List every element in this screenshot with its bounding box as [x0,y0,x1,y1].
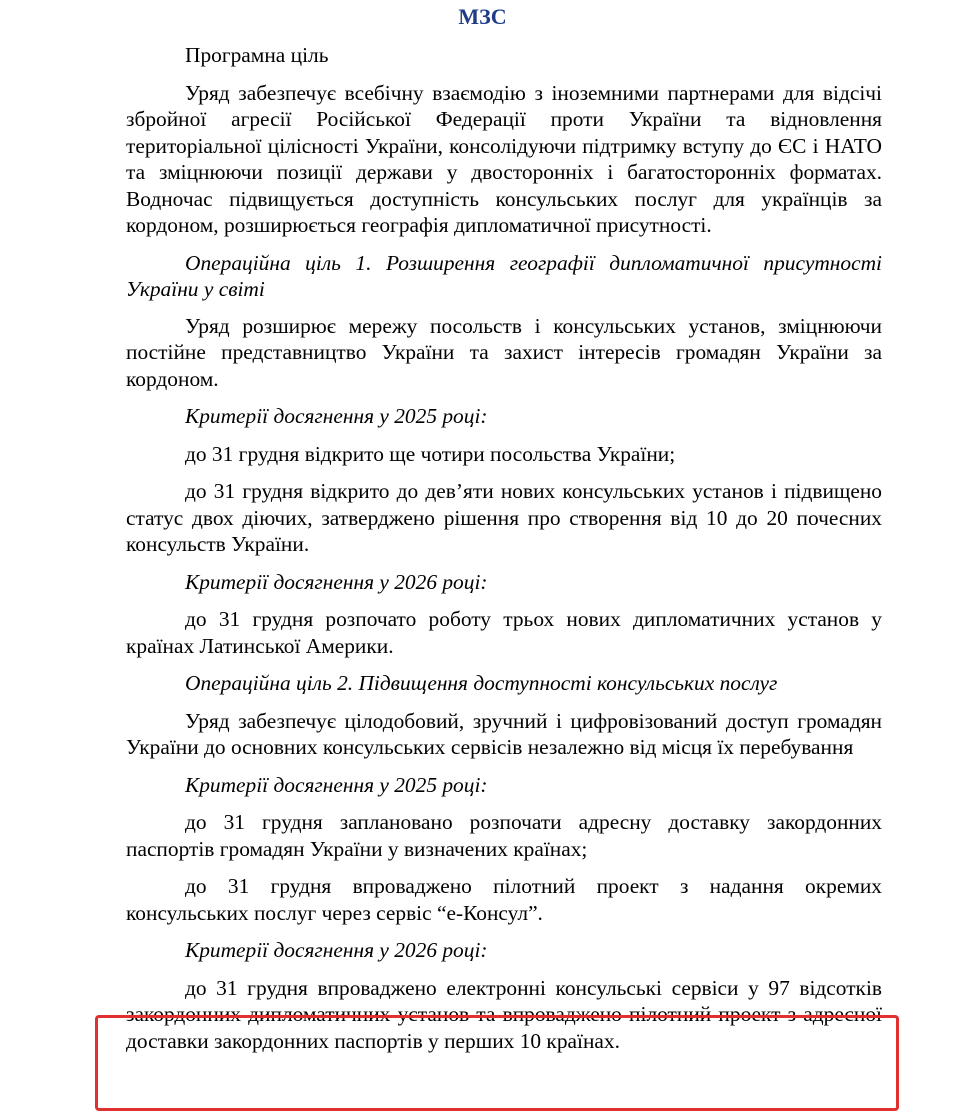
operational-goal-heading: Операційна ціль 1. Розширення географії дипломатичної присутності України у світі [126,250,882,301]
operational-goal-heading: Операційна ціль 2. Підвищення доступності консульських послуг [185,671,778,695]
criteria-item: до 31 грудня розпочато роботу трьох нових дипломатичних установ у країнах Латинської Америки. [126,607,882,658]
criteria-heading: Критерії досягнення у 2025 році: [185,772,488,797]
section-heading: Програмна ціль [185,43,329,67]
criteria-heading: Критерії досягнення у 2026 році: [185,938,488,962]
criteria-heading: Критерії досягнення у 2026 році: [185,569,488,594]
criteria-item: до 31 грудня відкрито ще чотири посольства України; [185,441,676,466]
highlighted-criteria-item: до 31 грудня впроваджено електронні консульські сервіси у 97 відсотків закордонних дипломатичних установ та впроваджено пілотний проект з адресної доставки закордонних паспортів у перших 10 країнах. [126,975,882,1053]
body-paragraph: Уряд забезпечує цілодобовий, зручний і цифровізований доступ громадян України до основних консульських сервісів незалежно від місця їх перебування [126,708,882,759]
body-paragraph: Уряд розширює мережу посольств і консульських установ, зміцнюючи постійне представництво України та захист інтересів громадян України за кордоном. [126,313,882,391]
body-paragraph: Уряд забезпечує всебічну взаємодію з іноземними партнерами для відсічі збройної агресії Російської Федерації проти України та відновлення територіальної цілісності України, консолідуючи підтримку вступу до ЄС і НАТО та зміцнюючи позиції держави у двосторонніх і багатосторонніх форматах. Водночас підвищується доступність консульських послуг для українців за кордоном, розширюється географія дипломатичної присутності. [126,80,882,237]
page-title: МЗС [458,4,507,29]
criteria-item: до 31 грудня впроваджено пілотний проект з надання окремих консульських послуг через сервіс “е-Консул”. [126,874,882,925]
criteria-heading: Критерії досягнення у 2025 році: [185,404,488,428]
document-body [126,42,882,1065]
criteria-item: до 31 грудня відкрито до дев’яти нових консульських установ і підвищено статус двох діючих, затверджено рішення про створення від 10 до 20 почесних консульств України. [126,479,882,556]
criteria-item: до 31 грудня заплановано розпочати адресну доставку закордонних паспортів громадян України у визначених країнах; [126,810,882,861]
